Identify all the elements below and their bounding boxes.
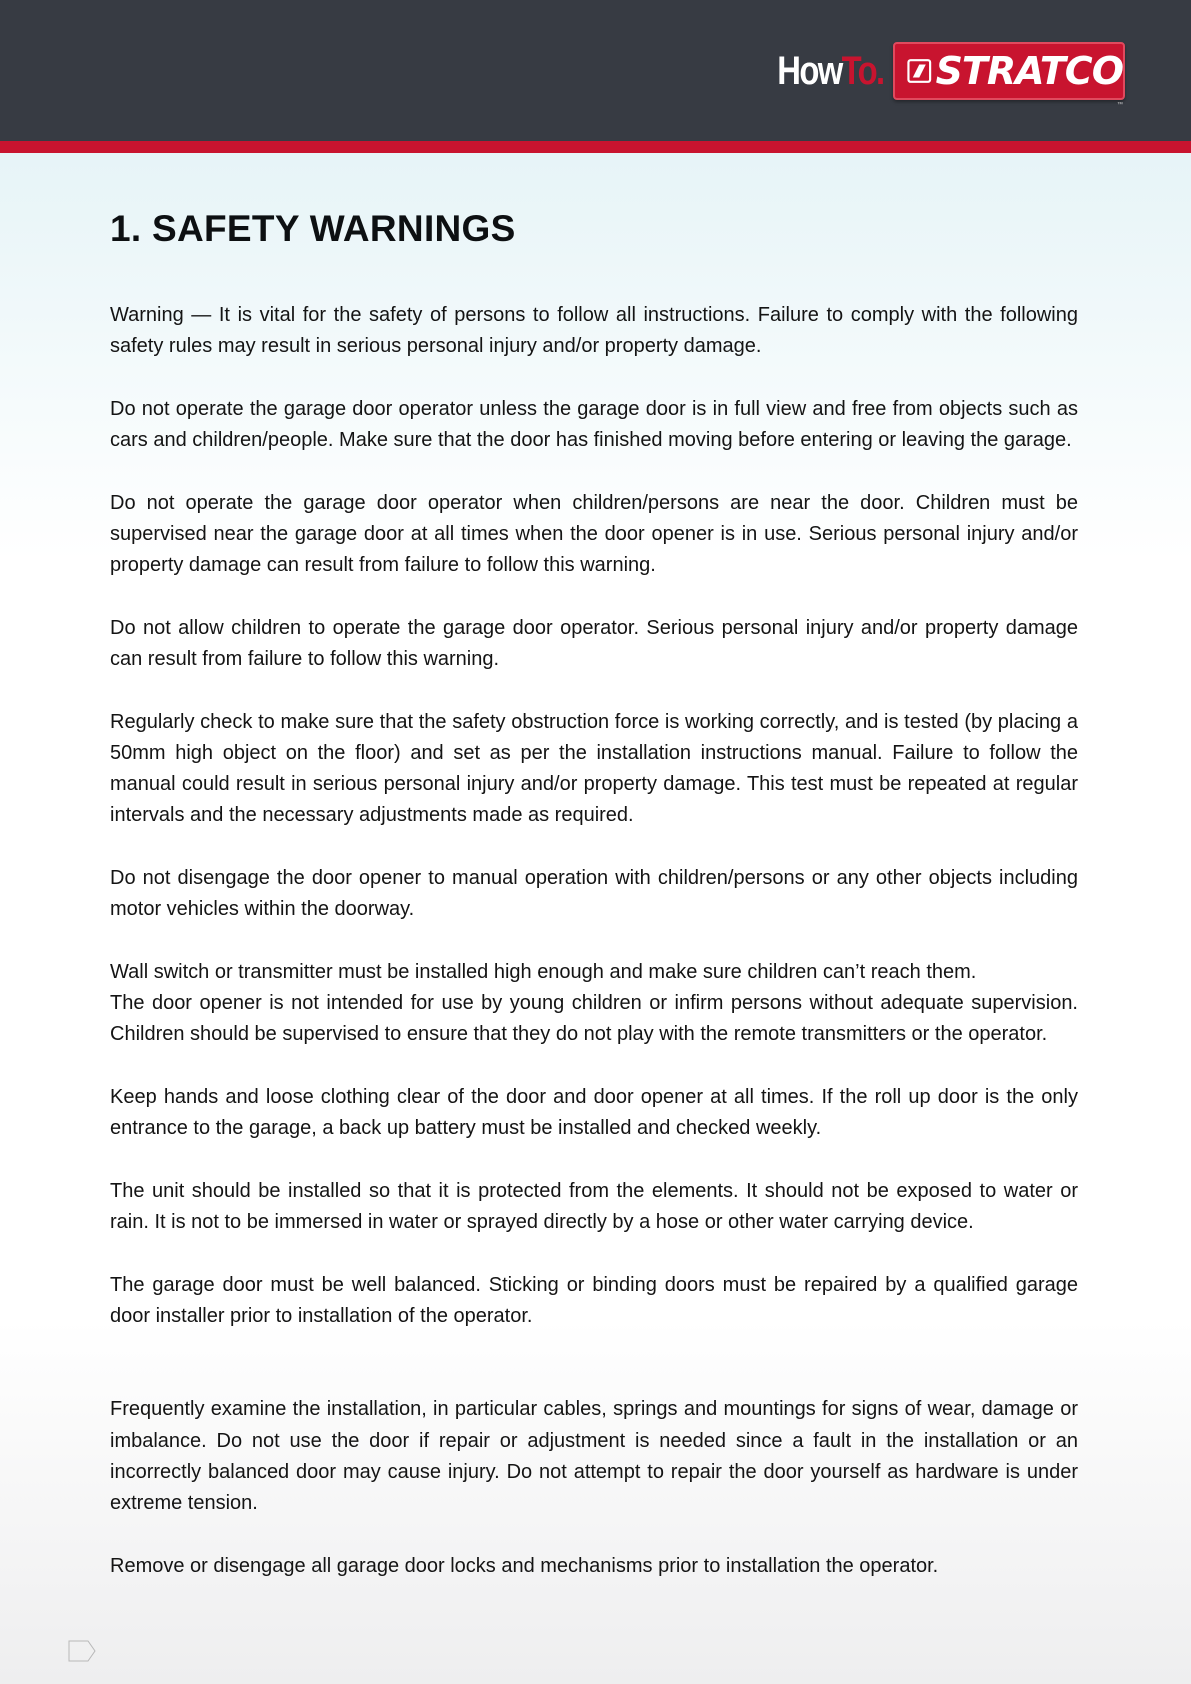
warning-paragraph: Wall switch or transmitter must be installed high enough and make sure children can’t reach them. [110, 961, 977, 984]
header-accent-stripe [0, 141, 1191, 153]
warning-paragraph: Do not allow children to operate the garage door operator. Serious personal injury and/or property damage can result from failure to follow this warning. [110, 616, 1078, 671]
warning-paragraph: Keep hands and loose clothing clear of the door and door opener at all times. If the roll up door is the only entrance to the garage, a back up battery must be installed and checked weekly. [110, 1086, 1078, 1140]
warning-paragraph: The garage door must be well balanced. Sticking or binding doors must be repaired by a qualified garage door installer prior to installation of the operator. [110, 1273, 1078, 1328]
brand-lockup [754, 40, 1125, 108]
howto-to: To. [841, 48, 883, 93]
warning-paragraph: Do not disengage the door opener to manual operation with children/persons or any other objects including motor vehicles within the doorway. [110, 867, 1078, 921]
warning-paragraph: Remove or disengage all garage door locks and mechanisms prior to installation the operator. [110, 1554, 939, 1577]
howto-how: How [776, 48, 842, 93]
stratco-logo [893, 42, 1125, 108]
warning-paragraph: The unit should be installed so that it is protected from the elements. It should not be exposed to water or rain. It is not to be immersed in water or sprayed directly by a hose or other water carrying device. [110, 1180, 1078, 1234]
warning-paragraph: Do not operate the garage door operator unless the garage door is in full view and free from objects such as cars and children/people. Make sure that the door has finished moving before entering or leaving the garage. [110, 397, 1078, 452]
warning-paragraph: Regularly check to make sure that the safety obstruction force is working correctly, and is tested (by placing a 50mm high object on the floor) and set as per the installation instructions manual. Failure to follow the manual could result in serious personal injury and/or property damage. This test must be repeated at regular intervals and the necessary adjustments made as required. [110, 710, 1078, 827]
stratco-logo-text: STRATCO [935, 49, 1123, 93]
page-tab-icon [68, 1640, 96, 1662]
stratco-emblem-icon [907, 54, 932, 88]
warning-paragraph: The door opener is not intended for use by young children or infirm persons without adequate supervision. Children should be supervised to ensure that they do not play with the remote transmitters or the operator. [110, 992, 1078, 1046]
page-header [0, 0, 1191, 141]
warning-paragraph: Warning — It is vital for the safety of persons to follow all instructions. Failure to comply with the following safety rules may result in serious personal injury and/or property damage. [110, 304, 1078, 358]
safety-warnings-section [110, 205, 1078, 1613]
section-title: 1. SAFETY WARNINGS [110, 208, 516, 249]
trademark-symbol: ™ [1117, 102, 1123, 108]
warning-paragraph: Do not operate the garage door operator when children/persons are near the door. Children must be supervised near the garage door at all times when the door opener is in use. Serious personal injury and/or property damage can result from failure to follow this warning. [110, 491, 1078, 577]
howto-wordmark [777, 49, 883, 94]
warning-paragraph: Frequently examine the installation, in particular cables, springs and mountings for signs of wear, damage or imbalance. Do not use the door if repair or adjustment is needed since a fault in the installation or an incorrectly balanced door may cause injury. Do not attempt to repair the door yourself as hardware is under extreme tension. [110, 1398, 1078, 1514]
